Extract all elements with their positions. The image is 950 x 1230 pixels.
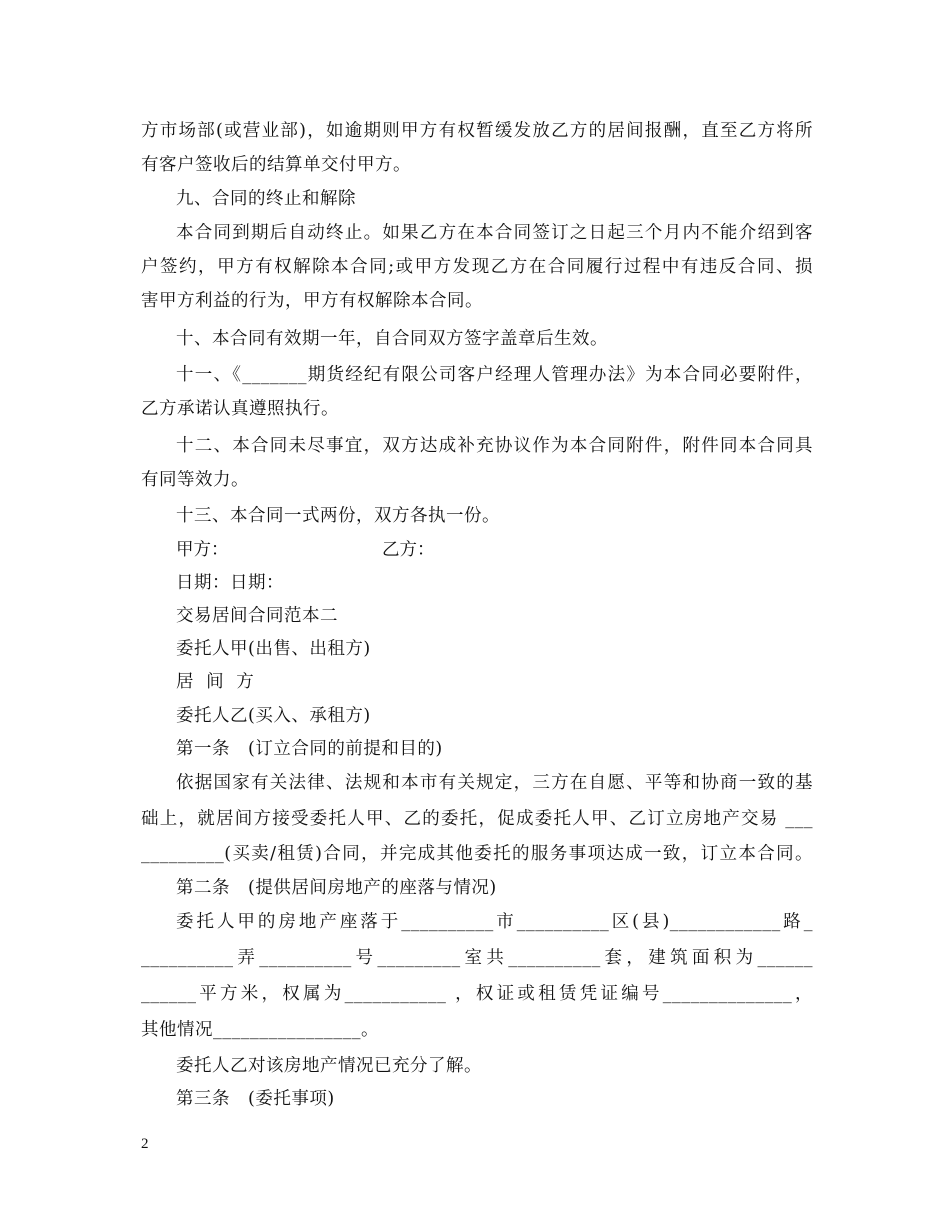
section-heading: 交易居间合同范本二 [176, 606, 338, 626]
paragraph-line: 乙方承诺认真遵照执行。 [141, 399, 339, 419]
paragraph-line: 委托人甲的房地产座落于__________市__________区(县)____________路_ [176, 912, 813, 932]
paragraph-line: 有客户签收后的结算单交付甲方。 [141, 155, 411, 175]
paragraph-line: 依据国家有关法律、法规和本市有关规定，三方在自愿、平等和协商一致的基 [176, 773, 813, 793]
paragraph-line: 委托人乙(买入、承租方) [176, 706, 371, 726]
paragraph-line: 础上，就居间方接受委托人甲、乙的委托，促成委托人甲、乙订立房地产交易 ___ [141, 809, 813, 829]
paragraph-line: 委托人乙对该房地产情况已充分了解。 [176, 1056, 482, 1076]
page-number: 2 [141, 1136, 149, 1152]
date-line: 日期：日期： [176, 573, 284, 593]
paragraph-line: 其他情况________________。 [141, 1020, 379, 1040]
signature-line [176, 533, 435, 567]
paragraph-line: 本合同到期后自动终止。如果乙方在本合同签订之日起三个月内不能介绍到客 [176, 223, 813, 243]
paragraph-line: 户签约，甲方有权解除本合同;或甲方发现乙方在合同履行过程中有违反合同、损 [141, 257, 813, 277]
paragraph-line: 十、本合同有效期一年，自合同双方签字盖章后生效。 [176, 329, 608, 349]
paragraph-line: 害甲方利益的行为，甲方有权解除本合同。 [141, 291, 483, 311]
paragraph-line: 方市场部(或营业部)，如逾期则甲方有权暂缓发放乙方的居间报酬，直至乙方将所 [141, 121, 813, 141]
article-heading: 第三条 (委托事项) [176, 1089, 335, 1109]
paragraph-line: 委托人甲(出售、出租方) [176, 639, 371, 659]
paragraph-line: __________弄__________号_________室共__________套，建筑面积为______ [141, 948, 813, 968]
article-heading: 第二条 (提供居间房地产的座落与情况) [176, 878, 497, 898]
section-heading: 九、合同的终止和解除 [176, 189, 356, 209]
paragraph-line: 有同等效力。 [141, 470, 249, 490]
paragraph-line: ______平方米，权属为___________ ，权证或租赁凭证编号______________， [141, 984, 813, 1004]
paragraph-line: 十三、本合同一式两份，双方各执一份。 [176, 506, 500, 526]
paragraph-line: 十二、本合同未尽事宜，双方达成补充协议作为本合同附件，附件同本合同具 [176, 436, 813, 456]
party-a-label: 甲方： [176, 540, 229, 560]
paragraph-line: 十一、《_______期货经纪有限公司客户经理人管理办法》为本合同必要附件， [176, 365, 813, 385]
paragraph-line: 居 间 方 [176, 672, 255, 692]
paragraph-line: _________(买卖/租赁)合同，并完成其他委托的服务事项达成一致，订立本合同。 [141, 844, 813, 864]
party-b-label: 乙方： [382, 540, 435, 560]
article-heading: 第一条 (订立合同的前提和目的) [176, 739, 443, 759]
